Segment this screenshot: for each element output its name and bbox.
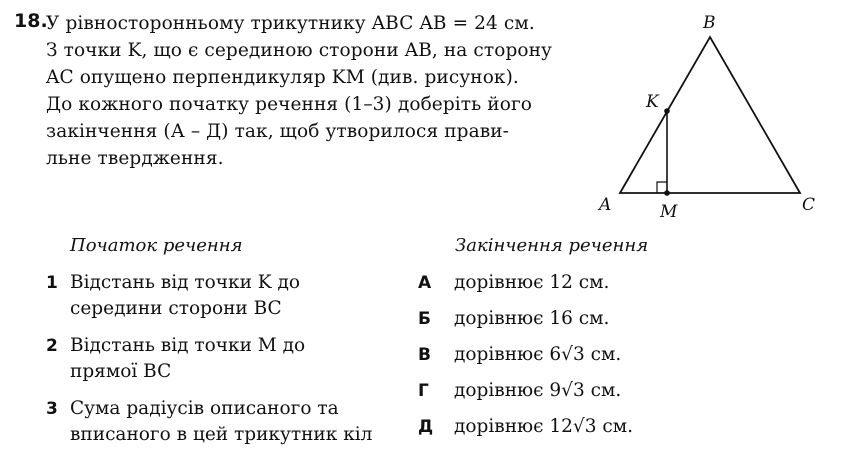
problem-line: льне твердження. <box>46 148 224 169</box>
label-c: C <box>802 195 816 215</box>
start-number: 1 <box>46 273 58 293</box>
end-text: дорівнює 12 см. <box>454 272 610 293</box>
end-text: дорівнює 16 см. <box>454 308 610 329</box>
point-m <box>664 190 670 196</box>
problem-line: З точки K, що є серединою сторони AB, на сторону <box>46 40 553 61</box>
problem-line: До кожного початку речення (1–3) доберіть його <box>46 94 532 115</box>
problem-number: 18. <box>14 10 48 32</box>
end-text: дорівнює 6√3 см. <box>454 344 622 365</box>
start-column-header: Початок речення <box>70 235 243 256</box>
problem-line: У рівносторонньому трикутнику ABC AB = 24 см. <box>46 13 535 34</box>
end-letter: Д <box>418 417 434 437</box>
start-text: вписаного в цей трикутник кіл <box>70 424 373 445</box>
end-column-header: Закінчення речення <box>455 235 649 256</box>
start-text: прямої BC <box>70 361 172 382</box>
start-number: 2 <box>46 336 58 356</box>
end-text: дорівнює 9√3 см. <box>454 380 622 401</box>
label-m: M <box>660 202 678 222</box>
end-letter: Б <box>418 309 431 329</box>
end-letter: А <box>418 273 432 293</box>
label-b: B <box>703 13 716 33</box>
start-text: середини сторони BC <box>70 298 282 319</box>
end-text: дорівнює 12√3 см. <box>454 416 633 437</box>
end-letter: В <box>418 345 431 365</box>
triangle-abc <box>620 37 800 193</box>
problem-statement <box>46 10 553 172</box>
end-letter: Г <box>418 381 429 401</box>
start-text: Відстань від точки K до <box>70 272 301 293</box>
point-k <box>664 108 670 114</box>
start-text: Відстань від точки M до <box>70 335 306 356</box>
start-number: 3 <box>46 399 58 419</box>
right-angle-mark <box>657 182 667 193</box>
label-a: A <box>599 195 612 215</box>
label-k: K <box>646 92 659 112</box>
problem-line: AC опущено перпендикуляр KM (див. рисунок). <box>46 67 519 88</box>
start-text: Сума радіусів описаного та <box>70 398 339 419</box>
problem-line: закінчення (А – Д) так, щоб утворилося прави- <box>46 121 509 142</box>
